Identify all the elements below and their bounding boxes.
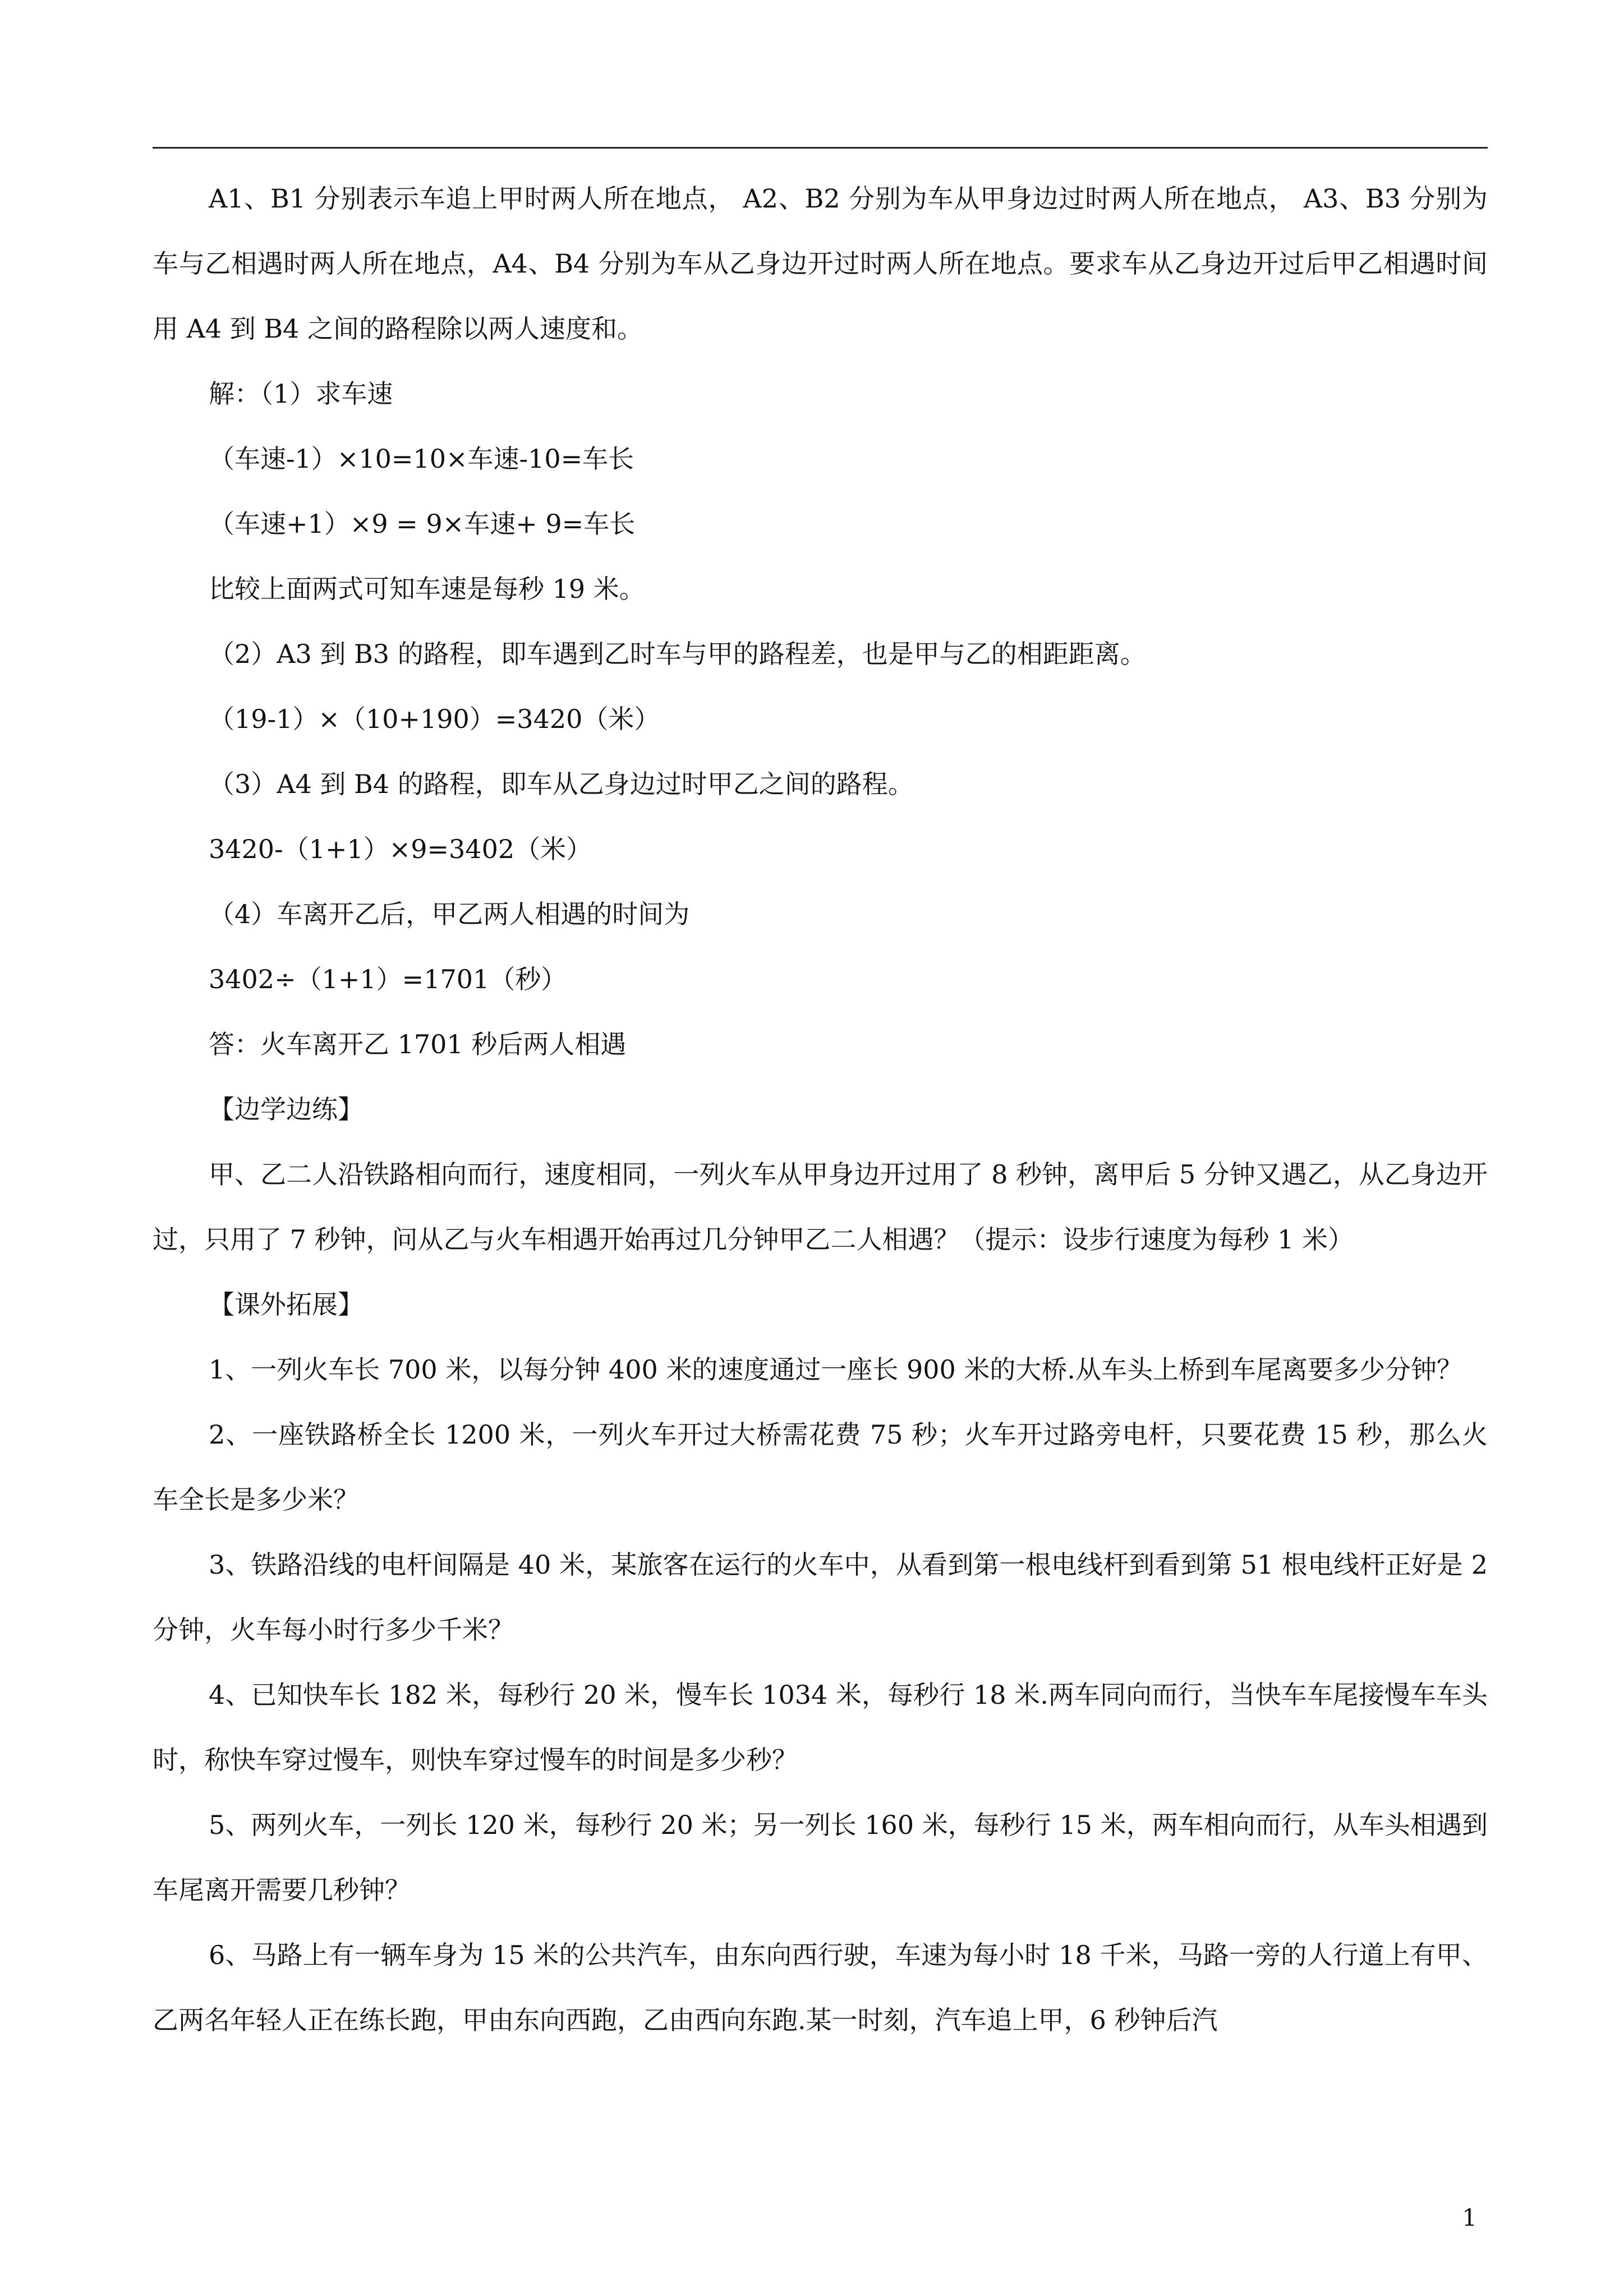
page-number: 1 (1462, 2204, 1477, 2232)
calc-2: （19-1）×（10+190）=3420（米） (209, 704, 660, 734)
equation-1: （车速-1）×10=10×车速-10=车长 (209, 444, 634, 474)
extension-problem-1: 1、一列火车长 700 米，以每分钟 400 米的速度通过一座长 900 米的大桥.从车头上桥到车尾离要多少分钟？ (209, 1354, 1463, 1385)
step-2: （2）A3 到 B3 的路程，即车遇到乙时车与甲的路程差，也是甲与乙的相距距离。 (209, 639, 1146, 669)
extension-heading: 【课外拓展】 (209, 1289, 364, 1320)
equation-2: （车速+1）×9 = 9×车速+ 9=车长 (209, 509, 636, 539)
extension-problem-5: 5、两列火车，一列长 120 米，每秒行 20 米；另一列长 160 米，每秒行 15 米，两车相向而行，从车头相遇到车尾离开需要几秒钟？ (153, 1810, 1488, 1905)
calc-4: 3402÷（1+1）=1701（秒） (209, 964, 567, 994)
extension-problem-3: 3、铁路沿线的电杆间隔是 40 米，某旅客在运行的火车中，从看到第一根电线杆到看到第 51 根电线杆正好是 2 分钟，火车每小时行多少千米？ (153, 1550, 1488, 1645)
extension-problem-2: 2、一座铁路桥全长 1200 米，一列火车开过大桥需花费 75 秒；火车开过路旁电杆，只要花费 15 秒，那么火车全长是多少米？ (153, 1419, 1488, 1515)
header-rule (153, 147, 1488, 149)
answer-line: 答：火车离开乙 1701 秒后两人相遇 (209, 1029, 627, 1059)
practice-heading: 【边学边练】 (209, 1094, 364, 1124)
practice-text: 甲、乙二人沿铁路相向而行，速度相同，一列火车从甲身边开过用了 8 秒钟，离甲后 5 分钟又遇乙，从乙身边开过，只用了 7 秒钟，问从乙与火车相遇开始再过几分钟甲乙二人相遇？（提示：设步行速度为每秒 1 米） (153, 1159, 1488, 1255)
step-3: （3）A4 到 B4 的路程，即车从乙身边过时甲乙之间的路程。 (209, 769, 914, 799)
calc-3: 3420-（1+1）×9=3402（米） (209, 834, 592, 864)
intro-paragraph: A1、B1 分别表示车追上甲时两人所在地点， A2、B2 分别为车从甲身边过时两人所在地点， A3、B3 分别为车与乙相遇时两人所在地点，A4、B4 分别为车从乙身边开过时两人所在地点。要求车从乙身边开过后甲乙相遇时间用 A4 到 B4 之间的路程除以两人速度和。 (153, 183, 1488, 344)
extension-problem-6: 6、马路上有一辆车身为 15 米的公共汽车，由东向西行驶，车速为每小时 18 千米，马路一旁的人行道上有甲、乙两名年轻人正在练长跑，甲由东向西跑，乙由西向东跑.某一时刻，汽车追上甲，6 秒钟后汽 (153, 1940, 1488, 2035)
page-content (153, 166, 1488, 2053)
comparison-line: 比较上面两式可知车速是每秒 19 米。 (209, 574, 645, 604)
step-4: （4）车离开乙后，甲乙两人相遇的时间为 (209, 899, 690, 929)
solution-label: 解：（1）求车速 (209, 379, 393, 409)
extension-problem-4: 4、已知快车长 182 米，每秒行 20 米，慢车长 1034 米，每秒行 18 米.两车同向而行，当快车车尾接慢车车头时，称快车穿过慢车，则快车穿过慢车的时间是多少秒？ (153, 1680, 1488, 1775)
